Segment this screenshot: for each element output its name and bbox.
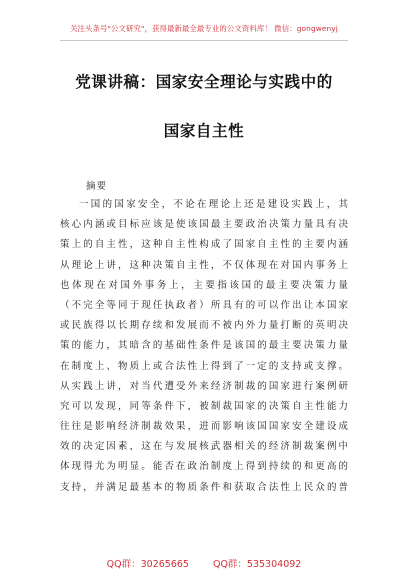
footer-qq-group-1: QQ群：30265665 [106, 559, 189, 570]
body-line: 往往是影响经济制裁效果，进而影响该国国家安全建设成 [60, 421, 348, 433]
body-line: 从理论上讲，这种决策自主性，不仅体现在对国内事务上 [60, 259, 348, 271]
body-line: 或民族得以长期存续和发展而不被内外力量打断的英明决 [60, 320, 348, 332]
body-line: 支持，并满足最基本的物质条件和获取合法性上民众的普 [60, 481, 348, 493]
body-line: 体现得尤为明显。能否在政治制度上得到持续的和更高的 [60, 461, 348, 473]
document-title-line-1: 党课讲稿：国家安全理论与实践中的 [75, 73, 333, 91]
header-divider [60, 40, 348, 41]
body-line: （不完全等同于现任执政者）所具有的可以作出让本国家 [60, 299, 348, 311]
body-line: 究可以发现，同等条件下，被制裁国家的决策自主性能力 [60, 400, 348, 412]
body-line: 也体现在对国外事务上，主要指该国的最主要决策力量 [60, 279, 348, 291]
header-note: 关注头条号"公文研究"，获得最新最全最专业的公文资料库！ 微信：gongwenyj [70, 24, 338, 33]
body-line: 在制度上、物质上或合法性上得到了一定的支持或支撑。 [60, 360, 348, 372]
body-line: 效的决定因素，这在与发展核武器相关的经济制裁案例中 [60, 441, 348, 453]
body-line: 从实践上讲，对当代遭受外来经济制裁的国家进行案例研 [60, 380, 348, 392]
abstract-label: 摘要 [86, 181, 108, 192]
body-line: 核心内涵或目标应该是使该国最主要政治决策力量具有决 [60, 219, 348, 231]
body-line: 策上的自主性，这种自主性构成了国家自主性的主要内涵 [60, 239, 348, 251]
body-line: 策的能力，其暗含的基础性条件是该国的最主要决策力量 [60, 340, 348, 352]
body-line: 一国的国家安全，不论在理论上还是建设实践上，其 [79, 199, 348, 210]
footer-qq-group-2: QQ群：535304092 [212, 559, 302, 570]
body-text [60, 195, 348, 498]
footer-contact [0, 556, 408, 570]
document-title-line-2: 国家自主性 [163, 122, 245, 140]
